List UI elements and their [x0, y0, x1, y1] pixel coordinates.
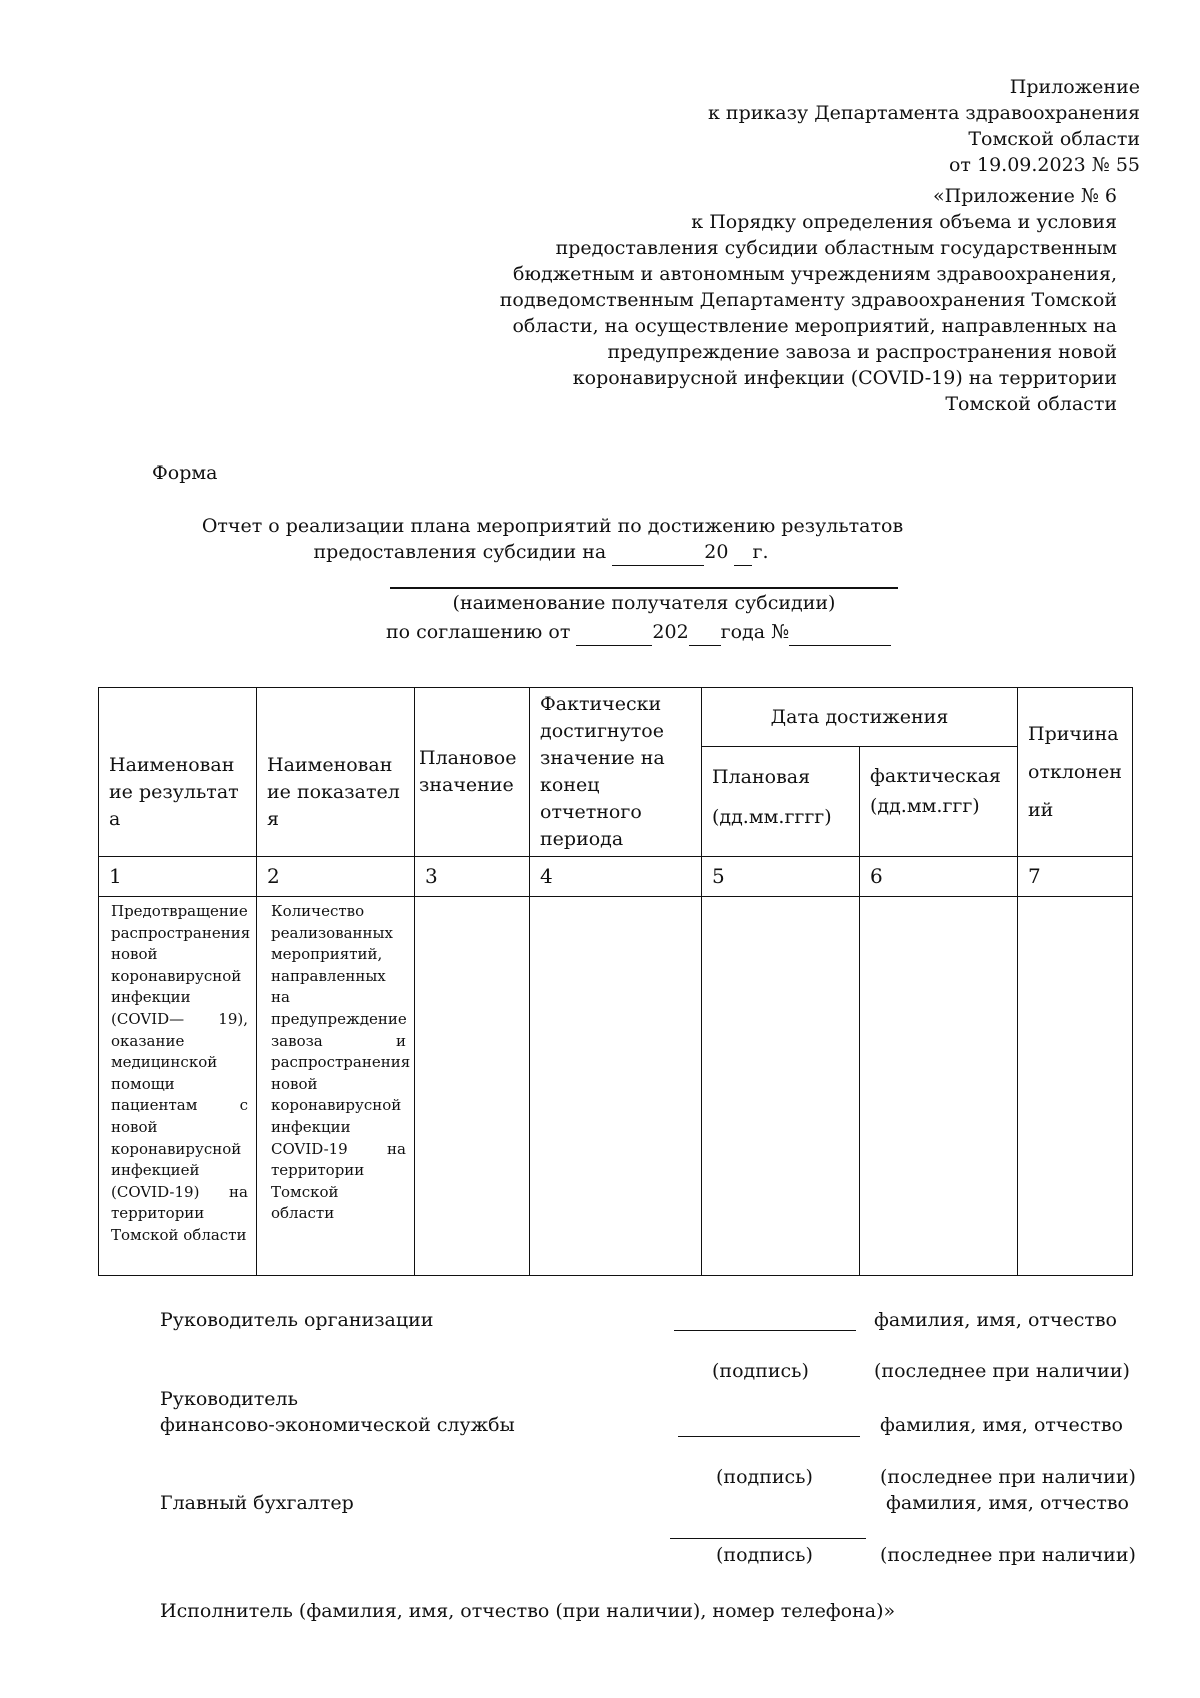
title-suffix: г. — [752, 541, 769, 563]
sig-accountant-fio: фамилия, имя, отчество — [886, 1492, 1129, 1514]
agreement-date-blank[interactable] — [576, 619, 652, 646]
header-indicator-name: Наименование показателя — [257, 688, 415, 857]
header-line: предоставления субсидии областным государственным — [555, 237, 1117, 259]
column-number: 3 — [415, 857, 530, 897]
column-number: 1 — [99, 857, 257, 897]
sig-head-org-line[interactable] — [674, 1330, 856, 1331]
agreement-number-blank[interactable] — [789, 619, 891, 646]
sig-head-fin-label-1: Руководитель — [160, 1388, 298, 1410]
column-number: 6 — [860, 857, 1018, 897]
period-blank[interactable] — [612, 539, 704, 566]
sig-accountant-note: (последнее при наличии) — [880, 1544, 1136, 1566]
cell-planned-value[interactable] — [415, 897, 530, 1276]
sig-accountant-label: Главный бухгалтер — [160, 1492, 354, 1514]
agreement-suffix: года № — [720, 621, 790, 643]
header-line: предупреждение завоза и распространения новой — [607, 341, 1117, 363]
agreement-line — [386, 619, 891, 646]
report-title — [200, 513, 960, 566]
sig-head-org-fio: фамилия, имя, отчество — [874, 1309, 1117, 1331]
recipient-caption: (наименование получателя субсидии) — [452, 592, 836, 614]
title-prefix: предоставления субсидии на — [313, 541, 607, 563]
header-line: коронавирусной инфекции (COVID-19) на территории — [572, 367, 1117, 389]
form-label: Форма — [152, 462, 218, 484]
header-line: Приложение — [1009, 76, 1140, 98]
header-line: к Порядку определения объема и условия — [691, 211, 1117, 233]
cell-indicator-name: Количество реализованных мероприятий, направленных на предупреждение завоза и распространения новой коронавирусной инфекции COVID-19 на территории Томской области — [257, 897, 415, 1276]
agreement-year-blank[interactable] — [689, 619, 721, 646]
report-title-line1: Отчет о реализации плана мероприятий по достижению результатов — [201, 515, 904, 537]
column-number: 2 — [257, 857, 415, 897]
cell-planned-date[interactable] — [702, 897, 860, 1276]
executor-line: Исполнитель (фамилия, имя, отчество (при наличии), номер телефона)» — [160, 1600, 896, 1622]
agreement-prefix: по соглашению от — [386, 621, 571, 643]
header-line: бюджетным и автономным учреждениям здравоохранения, — [513, 263, 1117, 285]
header-line: «Приложение № 6 — [933, 185, 1117, 207]
header-line: подведомственным Департаменту здравоохранения Томской — [499, 289, 1117, 311]
header-line: Томской области — [968, 128, 1140, 150]
year-blank[interactable] — [734, 539, 752, 566]
sig-head-org-note: (последнее при наличии) — [874, 1360, 1130, 1382]
recipient-line[interactable] — [390, 587, 898, 589]
sig-head-org-label: Руководитель организации — [160, 1309, 434, 1331]
cell-actual-date[interactable] — [860, 897, 1018, 1276]
header-planned-date: Плановая (дд.мм.гггг) — [702, 747, 860, 857]
sig-head-fin-label-2: финансово-экономической службы — [160, 1414, 515, 1436]
header-planned-value: Плановое значение — [415, 688, 530, 857]
report-title-line2 — [122, 539, 960, 566]
header-deviation-reason: Причина отклонений — [1018, 688, 1133, 857]
cell-deviation-reason[interactable] — [1018, 897, 1133, 1276]
header-result-name: Наименование результата — [99, 688, 257, 857]
agreement-year: 202 — [652, 621, 689, 643]
header-line: Томской области — [945, 393, 1117, 415]
header-line: к приказу Департамента здравоохранения — [708, 102, 1140, 124]
header-line: области, на осуществление мероприятий, направленных на — [512, 315, 1117, 337]
sig-head-fin-fio: фамилия, имя, отчество — [880, 1414, 1123, 1436]
header-actual-value: Фактически достигнутое значение на конец отчетного периода — [530, 688, 702, 857]
header-order-reference — [440, 74, 1140, 178]
sig-head-fin-line[interactable] — [678, 1436, 860, 1437]
header-appendix-reference — [417, 183, 1117, 417]
column-number: 4 — [530, 857, 702, 897]
column-number: 7 — [1018, 857, 1133, 897]
cell-actual-value[interactable] — [530, 897, 702, 1276]
sig-accountant-signature: (подпись) — [716, 1544, 813, 1566]
sig-head-org-signature: (подпись) — [712, 1360, 809, 1382]
cell-result-name: Предотвращение распространения новой коронавирусной инфекции (COVID— 19), оказание медицинской помощи пациентам с новой коронавирусной инфекцией (COVID-19) на территории Томской области — [99, 897, 257, 1276]
header-achievement-date: Дата достижения — [702, 688, 1018, 747]
column-number: 5 — [702, 857, 860, 897]
sig-head-fin-note: (последнее при наличии) — [880, 1466, 1136, 1488]
header-actual-date: фактическая (дд.мм.ггг) — [860, 747, 1018, 857]
sig-accountant-line[interactable] — [670, 1538, 866, 1539]
sig-head-fin-signature: (подпись) — [716, 1466, 813, 1488]
header-line: от 19.09.2023 № 55 — [948, 154, 1140, 176]
title-year: 20 — [704, 541, 729, 563]
report-table — [98, 687, 1133, 1276]
